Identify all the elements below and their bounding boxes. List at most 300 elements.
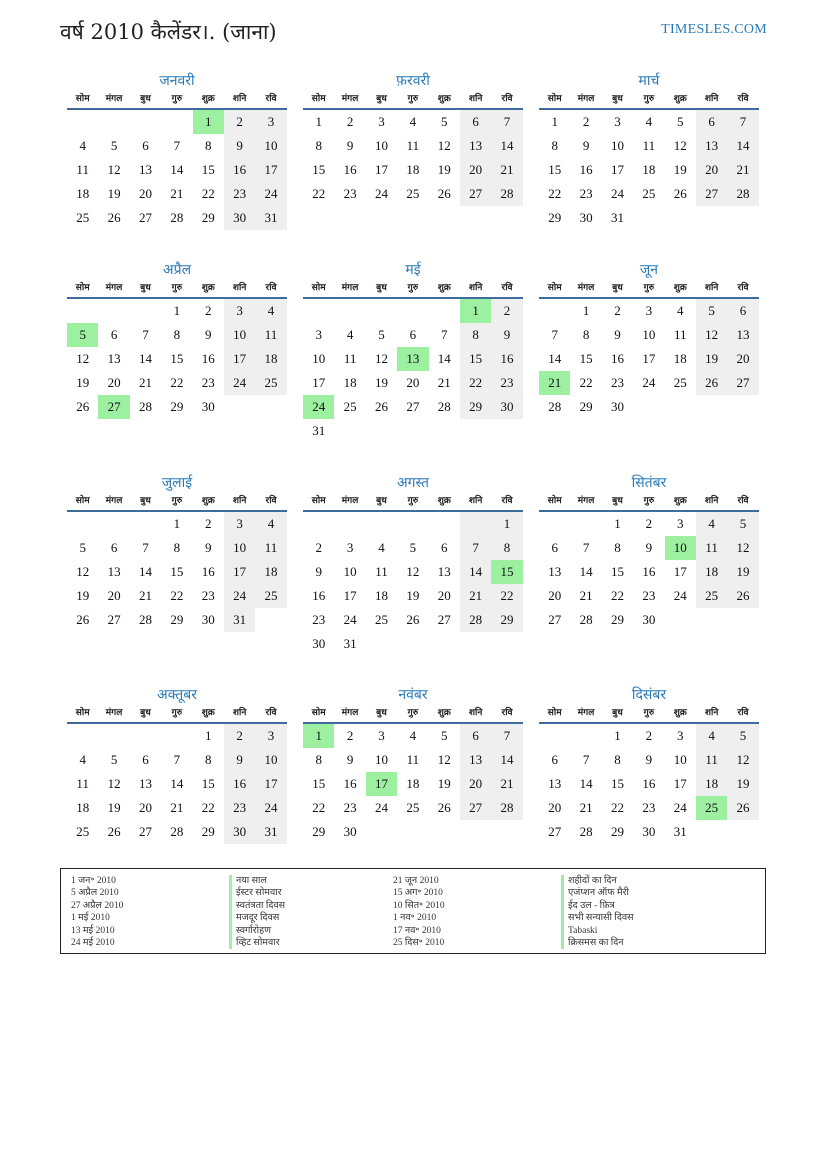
weekday-label: मंगल (577, 94, 595, 104)
weekday-label: शुक्र (437, 708, 451, 718)
day-cell: 4 (255, 512, 286, 536)
day-cell: 27 (460, 796, 491, 820)
weekday-label: गुरु (171, 708, 183, 718)
day-cell: 2 (346, 114, 354, 129)
day-cell: 30 (201, 612, 215, 627)
day-cell: 31 (224, 608, 255, 632)
empty-day-cell (397, 419, 428, 443)
empty-day-cell (665, 206, 696, 230)
day-cell: 14 (170, 162, 184, 177)
weekday-label: शनि (704, 94, 719, 104)
day-cell: 14 (727, 134, 758, 158)
day-cell: 9 (346, 138, 354, 153)
weekday-label: शुक्र (201, 708, 215, 718)
day-cell: 4 (79, 138, 86, 153)
holiday-date: 17 नव॰ 2010 (393, 925, 441, 936)
day-cell: 23 (224, 182, 255, 206)
day-cell: 30 (201, 399, 215, 414)
day-cell: 28 (170, 824, 184, 839)
empty-day-cell (696, 608, 727, 632)
day-cell: 19 (673, 162, 687, 177)
day-cell: 14 (170, 776, 184, 791)
day-cell: 17 (673, 776, 687, 791)
day-cell: 20 (727, 347, 758, 371)
day-cell: 14 (138, 351, 152, 366)
day-cell: 15 (610, 564, 624, 579)
empty-day-cell (429, 419, 460, 443)
weekday-label: मंगल (577, 283, 595, 293)
day-cell: 18 (406, 162, 420, 177)
week-row (539, 820, 759, 844)
weekday-label: शुक्र (437, 94, 451, 104)
day-cell: 17 (642, 351, 656, 366)
day-cell: 3 (677, 516, 684, 531)
day-cell: 21 (579, 800, 593, 815)
day-cell: 30 (224, 820, 255, 844)
weekday-label: शुक्र (201, 496, 215, 506)
empty-day-cell (334, 419, 365, 443)
weekday-label: सोम (547, 94, 562, 104)
holiday-day-cell: 1 (193, 110, 224, 134)
site-link[interactable]: TIMESLES.COM (661, 22, 767, 37)
day-cell: 2 (224, 110, 255, 134)
empty-day-cell (696, 395, 727, 419)
day-cell: 30 (642, 612, 656, 627)
empty-day-cell (397, 632, 428, 656)
weekday-label: शुक्र (673, 496, 687, 506)
day-cell: 3 (677, 728, 684, 743)
weekday-label: मंगल (105, 496, 123, 506)
day-cell: 13 (548, 564, 562, 579)
day-cell: 25 (255, 371, 286, 395)
day-cell: 28 (437, 399, 451, 414)
day-cell: 7 (491, 110, 522, 134)
month-name: अप्रैल (162, 262, 192, 278)
day-cell: 20 (107, 588, 121, 603)
day-cell: 13 (460, 134, 491, 158)
weekday-label: बुध (140, 708, 151, 718)
week-row (303, 323, 523, 347)
empty-day-cell (98, 724, 129, 748)
day-cell: 20 (107, 375, 121, 390)
day-cell: 21 (491, 158, 522, 182)
day-cell: 7 (491, 724, 522, 748)
holiday-date: 21 जून 2010 (393, 876, 439, 886)
day-cell: 1 (614, 516, 621, 531)
month-name: फ़रवरी (396, 73, 430, 89)
day-cell: 28 (460, 608, 491, 632)
day-cell: 2 (315, 540, 322, 555)
day-cell: 10 (610, 138, 624, 153)
day-cell: 28 (579, 824, 593, 839)
day-cell: 25 (374, 612, 388, 627)
day-cell: 21 (460, 584, 491, 608)
day-cell: 22 (548, 186, 562, 201)
day-cell: 28 (138, 399, 152, 414)
holiday-dates-right (393, 875, 445, 949)
day-cell: 9 (205, 327, 212, 342)
weekday-label: रवि (265, 496, 277, 506)
day-cell: 3 (315, 327, 322, 342)
day-cell: 23 (610, 375, 624, 390)
empty-day-cell (491, 419, 522, 443)
weekday-label: गुरु (171, 94, 183, 104)
day-cell: 9 (582, 138, 590, 153)
holiday-name: सभी सन्यासी दिवस (568, 913, 634, 924)
month-calendar (67, 474, 287, 632)
weekday-label: सोम (547, 283, 562, 293)
day-cell: 29 (610, 824, 624, 839)
day-cell: 16 (491, 347, 522, 371)
week-row (67, 772, 287, 796)
day-cell: 8 (582, 327, 590, 342)
holiday-day-cell: 25 (696, 796, 727, 820)
day-cell: 6 (551, 540, 558, 555)
holiday-date: 1 जन॰ 2010 (71, 876, 116, 886)
empty-day-cell (98, 512, 129, 536)
day-cell: 13 (548, 776, 562, 791)
day-cell: 26 (406, 612, 420, 627)
day-cell: 11 (343, 351, 357, 366)
empty-day-cell (539, 724, 570, 748)
day-cell: 13 (107, 351, 121, 366)
day-cell: 30 (312, 636, 326, 651)
day-cell: 8 (315, 752, 322, 767)
day-cell: 17 (374, 162, 388, 177)
day-cell: 24 (224, 371, 255, 395)
day-cell: 22 (201, 186, 215, 201)
empty-day-cell (366, 632, 397, 656)
day-cell: 6 (110, 327, 118, 342)
day-cell: 11 (642, 138, 656, 153)
week-row (303, 134, 523, 158)
month-calendar (303, 261, 523, 443)
day-cell: 12 (406, 564, 420, 579)
day-cell: 7 (551, 327, 558, 342)
day-cell: 19 (374, 375, 388, 390)
day-cell: 26 (437, 800, 451, 815)
week-row (67, 512, 287, 536)
week-row (67, 536, 287, 560)
day-cell: 24 (374, 800, 388, 815)
day-cell: 29 (579, 399, 593, 414)
empty-day-cell (366, 512, 397, 536)
day-cell: 11 (255, 323, 286, 347)
day-cell: 2 (205, 516, 212, 531)
month-name: जून (639, 262, 659, 278)
day-cell: 30 (610, 399, 624, 414)
weekday-label: सोम (311, 283, 326, 293)
day-cell: 19 (107, 186, 121, 201)
day-cell: 28 (579, 612, 593, 627)
day-cell: 9 (224, 134, 255, 158)
day-cell: 1 (173, 303, 181, 318)
day-cell: 2 (224, 724, 255, 748)
week-row (303, 748, 523, 772)
month-calendar (67, 261, 287, 419)
week-row (67, 608, 287, 632)
week-row (67, 110, 287, 134)
day-cell: 8 (315, 138, 322, 153)
weekday-label: सोम (75, 708, 90, 718)
holiday-date: 1 मई 2010 (71, 913, 110, 924)
day-cell: 9 (224, 748, 255, 772)
weekday-label: शनि (468, 283, 483, 293)
holiday-day-cell: 27 (98, 395, 129, 419)
day-cell: 27 (138, 824, 152, 839)
day-cell: 22 (610, 800, 624, 815)
empty-day-cell (429, 820, 460, 844)
day-cell: 24 (610, 186, 624, 201)
empty-day-cell (460, 512, 491, 536)
day-cell: 27 (437, 612, 451, 627)
day-cell: 9 (645, 752, 653, 767)
weekday-label: मंगल (105, 283, 123, 293)
week-row (539, 608, 759, 632)
day-cell: 20 (138, 186, 152, 201)
weekday-label: शनि (704, 708, 719, 718)
week-row (303, 632, 523, 656)
day-cell: 18 (696, 560, 727, 584)
day-cell: 4 (645, 114, 653, 129)
weekday-label: गुरु (407, 94, 419, 104)
empty-day-cell (366, 419, 397, 443)
day-cell: 25 (673, 375, 687, 390)
week-row (303, 536, 523, 560)
empty-day-cell (98, 299, 129, 323)
day-cell: 15 (201, 776, 215, 791)
day-cell: 4 (79, 752, 86, 767)
empty-day-cell (366, 820, 397, 844)
day-cell: 25 (343, 399, 357, 414)
day-cell: 27 (460, 182, 491, 206)
day-cell: 11 (696, 748, 727, 772)
day-cell: 6 (142, 138, 149, 153)
empty-day-cell (255, 395, 286, 419)
day-cell: 29 (610, 612, 624, 627)
day-cell: 29 (170, 399, 184, 414)
day-cell: 26 (76, 612, 90, 627)
day-cell: 12 (437, 752, 451, 767)
holiday-date: 5 अप्रैल 2010 (71, 888, 119, 899)
day-cell: 4 (346, 327, 354, 342)
month-name: दिसंबर (631, 687, 667, 703)
weekday-label: शुक्र (437, 496, 451, 506)
day-cell: 12 (673, 138, 687, 153)
weekday-label: रवि (265, 708, 277, 718)
empty-day-cell (67, 110, 98, 134)
day-cell: 9 (205, 540, 212, 555)
day-cell: 27 (138, 210, 152, 225)
weekday-label: गुरु (407, 496, 419, 506)
month-name: सितंबर (631, 475, 667, 491)
day-cell: 22 (491, 584, 522, 608)
empty-day-cell (539, 299, 570, 323)
week-row (67, 560, 287, 584)
weekday-label: गुरु (407, 283, 419, 293)
day-cell: 1 (491, 512, 522, 536)
day-cell: 19 (406, 588, 420, 603)
empty-day-cell (491, 632, 522, 656)
weekday-label: शुक्र (673, 94, 687, 104)
day-cell: 31 (312, 423, 326, 438)
day-cell: 14 (579, 776, 593, 791)
month-calendar (67, 72, 287, 230)
empty-day-cell (67, 299, 98, 323)
week-row (539, 560, 759, 584)
weekday-label: रवि (737, 496, 749, 506)
holiday-day-cell: 17 (366, 772, 397, 796)
day-cell: 21 (579, 588, 593, 603)
day-cell: 30 (642, 824, 656, 839)
day-cell: 10 (374, 752, 388, 767)
day-cell: 11 (76, 776, 89, 791)
day-cell: 16 (312, 588, 326, 603)
holiday-date: 15 अग॰ 2010 (393, 888, 443, 899)
day-cell: 31 (255, 206, 286, 230)
day-cell: 12 (696, 323, 727, 347)
month-calendar (539, 261, 759, 419)
weekday-label: मंगल (341, 283, 359, 293)
holiday-names-right (561, 875, 634, 949)
week-row (539, 206, 759, 230)
day-cell: 5 (110, 138, 118, 153)
day-cell: 15 (170, 351, 184, 366)
weekday-label: सोम (311, 496, 326, 506)
day-cell: 24 (673, 588, 687, 603)
weekday-label: मंगल (341, 496, 359, 506)
day-cell: 6 (441, 540, 448, 555)
day-cell: 31 (343, 636, 357, 651)
day-cell: 18 (255, 560, 286, 584)
day-cell: 19 (437, 162, 451, 177)
day-cell: 27 (107, 612, 121, 627)
day-cell: 26 (673, 186, 687, 201)
day-cell: 11 (375, 564, 388, 579)
day-cell: 3 (378, 114, 385, 129)
holiday-name: क्रिसमस का दिन (568, 938, 624, 949)
holiday-date: 27 अप्रैल 2010 (71, 900, 124, 911)
empty-day-cell (727, 820, 758, 844)
holiday-name: व्हिट सोमवार (236, 938, 280, 949)
day-cell: 25 (406, 800, 420, 815)
weekday-label: मंगल (341, 94, 359, 104)
weekday-label: शुक्र (437, 283, 451, 293)
weekday-label: शनि (232, 94, 247, 104)
empty-day-cell (429, 512, 460, 536)
day-cell: 7 (142, 327, 149, 342)
day-cell: 22 (610, 588, 624, 603)
holiday-name: एजंप्शन ऑफ मैरी (568, 888, 629, 899)
day-cell: 6 (460, 110, 491, 134)
day-cell: 15 (312, 776, 326, 791)
day-cell: 20 (406, 375, 420, 390)
day-cell: 27 (548, 824, 562, 839)
day-cell: 11 (406, 752, 420, 767)
week-row (303, 584, 523, 608)
day-cell: 21 (138, 588, 152, 603)
month-name: मार्च (638, 73, 660, 89)
week-row (67, 323, 287, 347)
week-row (67, 584, 287, 608)
day-cell: 28 (491, 796, 522, 820)
week-row (539, 110, 759, 134)
day-cell: 2 (491, 299, 522, 323)
empty-day-cell (334, 299, 365, 323)
day-cell: 24 (642, 375, 656, 390)
week-row (67, 134, 287, 158)
weekday-label: शुक्र (673, 283, 687, 293)
empty-day-cell (696, 820, 727, 844)
day-cell: 14 (138, 564, 152, 579)
day-cell: 6 (727, 299, 758, 323)
day-cell: 10 (343, 564, 357, 579)
weekday-label: रवि (265, 94, 277, 104)
day-cell: 17 (255, 772, 286, 796)
day-cell: 3 (224, 299, 255, 323)
day-cell: 13 (138, 162, 152, 177)
day-cell: 14 (548, 351, 562, 366)
day-cell: 5 (378, 327, 385, 342)
weekday-label: सोम (311, 708, 326, 718)
holiday-day-cell: 15 (491, 560, 522, 584)
week-row (67, 182, 287, 206)
weekday-label: बुध (376, 496, 387, 506)
day-cell: 14 (437, 351, 451, 366)
holiday-name: ईद उल - फ़ित्र (568, 900, 615, 911)
empty-day-cell (727, 395, 758, 419)
day-cell: 23 (312, 612, 326, 627)
day-cell: 7 (460, 536, 491, 560)
empty-day-cell (633, 206, 664, 230)
day-cell: 26 (107, 210, 121, 225)
day-cell: 3 (346, 540, 354, 555)
month-calendar (539, 686, 759, 844)
day-cell: 24 (343, 612, 357, 627)
week-row (303, 419, 523, 443)
day-cell: 19 (727, 772, 758, 796)
week-row (539, 724, 759, 748)
day-cell: 19 (107, 800, 121, 815)
weekday-label: सोम (75, 496, 90, 506)
holiday-day-cell: 1 (303, 724, 334, 748)
week-row (67, 724, 287, 748)
weekday-label: गुरु (643, 94, 655, 104)
day-cell: 19 (437, 776, 451, 791)
week-row (67, 748, 287, 772)
day-cell: 26 (107, 824, 121, 839)
day-cell: 2 (614, 303, 621, 318)
month-calendar (303, 474, 523, 656)
day-cell: 12 (374, 351, 388, 366)
empty-day-cell (570, 724, 601, 748)
day-cell: 30 (224, 206, 255, 230)
empty-day-cell (397, 299, 428, 323)
day-cell: 15 (170, 564, 184, 579)
day-cell: 2 (205, 303, 212, 318)
weekday-label: रवि (737, 708, 749, 718)
day-cell: 18 (406, 776, 420, 791)
day-cell: 16 (642, 564, 656, 579)
day-cell: 8 (205, 138, 212, 153)
day-cell: 4 (255, 299, 286, 323)
weekday-label: शनि (468, 94, 483, 104)
day-cell: 29 (170, 612, 184, 627)
day-cell: 6 (460, 724, 491, 748)
day-cell: 9 (346, 752, 354, 767)
holiday-day-cell: 13 (397, 347, 428, 371)
weekday-label: शनि (232, 283, 247, 293)
